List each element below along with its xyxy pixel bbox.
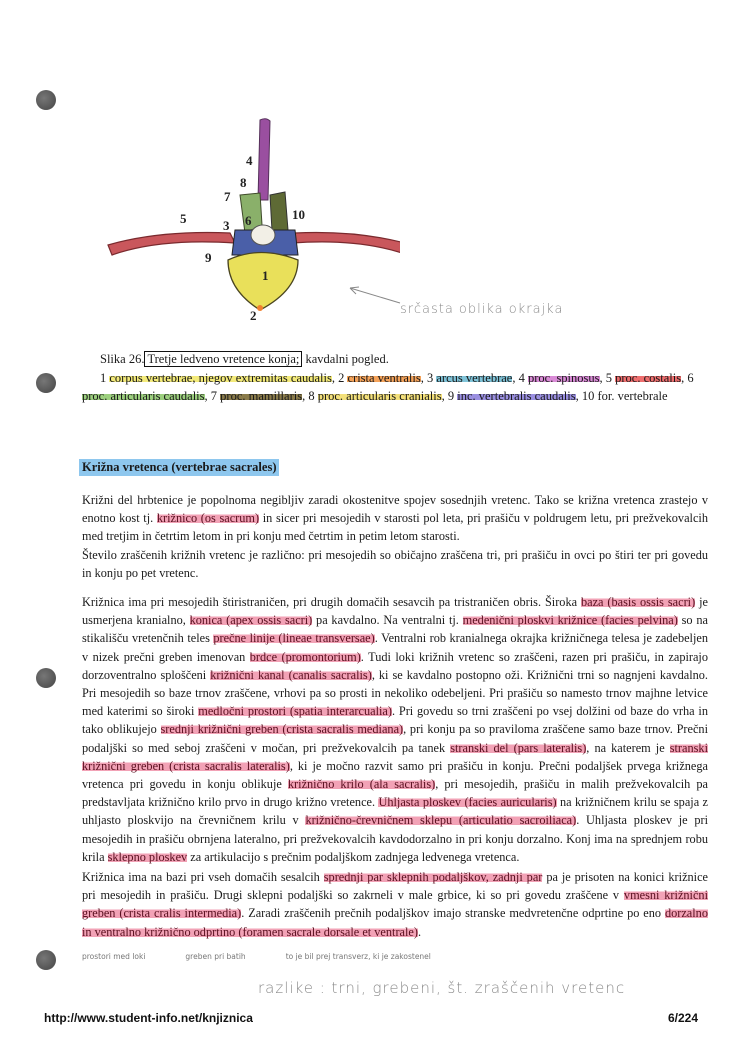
legend-term: corpus vertebrae, njegov extremitas caudalis — [109, 371, 332, 385]
footer-url[interactable]: http://www.student-info.net/knjiznica — [44, 1011, 253, 1025]
legend-text: , 9 — [441, 388, 458, 403]
legend-term: proc. mamillaris — [220, 388, 303, 403]
paragraph-text: so na stikališču vretenčnih teles — [82, 613, 708, 646]
figure-label-1: 1 — [262, 268, 269, 283]
legend-text: , 2 — [331, 371, 348, 385]
legend-term: proc. articularis cranialis — [317, 388, 442, 403]
paragraph-text: , ki se kavdalno postopno oži. Križnični trni so nagnjeni kavdalno. Pri mesojedih so baze trnov zraščene, vrhovi pa so prosti in nekoliko odebeljeni. Pri prašiču so namesto trnov majhne letvice med katerimi so široki — [82, 667, 709, 719]
paragraph-text: za artikulacijo s prečnim podaljškom zadnjega ledvenega vretenca. — [187, 849, 520, 864]
figure-label-2: 2 — [250, 308, 257, 320]
legend-text: , 8 — [302, 388, 318, 403]
highlighted-term: dorzalno in ventralno križnično odprtino (foramen sacrale dorsale et ventrale) — [82, 906, 708, 939]
paragraph-text: . Zaradi zraščenih prečnih podaljškov imajo stranske medvretenčne odprtine po eno — [241, 906, 665, 921]
paragraph — [82, 491, 708, 546]
legend-term: arcus vertebrae — [436, 371, 513, 385]
paragraph-text: Število zraščenih križnih vretenc je različno: pri mesojedih so običajno zraščena tri, pri prašiču in ovci po štiri ter pri govedu in konju po pet vretenc. — [82, 547, 708, 580]
figure-label-4: 4 — [246, 153, 253, 168]
proc-costalis-left — [108, 233, 235, 256]
paragraph-text: pa je prisoten na konici križnice pri mesojedih in prašiču. Drugi sklepni podaljški so zakrneli v male grbice, ki so pri govedu zraščene v — [82, 870, 709, 903]
highlighted-term: stranski del (pars lateralis) — [450, 740, 587, 755]
figure-label-5: 5 — [180, 211, 187, 226]
legend-text: , 6 — [681, 371, 694, 385]
foramen-vertebrale — [251, 225, 275, 245]
highlighted-term: križnični kanal (canalis sacralis) — [210, 667, 372, 682]
margin-notes — [82, 952, 708, 962]
highlighted-term: vmesni križnični greben (crista cralis intermedia) — [82, 888, 708, 921]
highlighted-term: medenični ploskvi križnice (facies pelvina) — [462, 613, 678, 628]
section-heading: Križna vretenca (vertebrae sacrales) — [79, 459, 279, 476]
legend-term: proc. articularis caudalis — [82, 388, 205, 403]
punch-hole — [36, 950, 56, 970]
figure-label-8: 8 — [240, 175, 247, 190]
margin-note: greben pri batih — [185, 951, 246, 961]
paragraph-text: . Tudi loki križnih vretenc so zraščeni, razen pri prašiču, in zapirajo dorzoventralno sploščeni — [82, 649, 708, 682]
figure-caption — [82, 351, 710, 369]
bottom-handwritten-note: razlike : trni, grebeni, št. zraščenih vretenc — [258, 978, 626, 997]
margin-note: prostori med loki — [82, 951, 146, 961]
highlighted-term: prečne linije (lineae transversae) — [213, 631, 375, 646]
paragraph-text: Križnica ima pri mesojedih štiristraničen, pri drugih domačih sesavcih pa tristraničen obris. Široka — [82, 595, 581, 610]
proc-spinosus — [258, 119, 270, 200]
paragraph — [82, 868, 708, 941]
punch-hole — [36, 90, 56, 110]
highlighted-term: baza (basis ossis sacri) — [580, 595, 696, 610]
paragraph-text: in sicer pri mesojedih v starosti pol leta, pri prašiču v poldrugem letu, pri prežvekovalcih med tretjim in četrtim letom in pri konju med četrtim in petim letom starosti. — [82, 511, 708, 544]
legend-term: inc. vertebralis caudalis — [457, 388, 576, 403]
paragraph — [82, 593, 708, 866]
figure-label-3: 3 — [223, 218, 230, 233]
paragraph-text: . Uhljasta ploskev je pri mesojedih in prašiču obrnjena lateralno, pri prežvekovalcih kavdodorzalno in pri konju dorzalno. Konj ima na sprednjem robu krila — [82, 813, 708, 864]
figure-handwritten-note: srčasta oblika okrajka — [400, 302, 564, 317]
caption-boxed-title: Tretje ledveno vretence konja; — [144, 351, 302, 367]
paragraph — [82, 546, 708, 582]
proc-articularis-right — [270, 192, 288, 231]
legend-text: , 5 — [599, 371, 616, 385]
legend-text: , 3 — [420, 371, 437, 385]
figure-label-7: 7 — [224, 189, 231, 204]
highlighted-term: križnično-črevničnem sklepu (articulatio sacroiliaca) — [305, 813, 577, 828]
margin-note: to je bil prej transverz, ki je zakostenel — [285, 951, 431, 961]
caption-suffix: kavdalni pogled. — [302, 352, 389, 366]
caption-prefix: Slika 26. — [100, 352, 145, 366]
punch-hole — [36, 668, 56, 688]
paragraph-text: na križničnem krilu se spaja z uhljasto ploskvijo na črevničnem krilu v — [82, 795, 708, 828]
highlighted-term: konica (apex ossis sacri) — [189, 613, 313, 628]
paragraph-text: Križnica ima na bazi pri vseh domačih sesalcih — [82, 870, 324, 885]
paragraph-text: , ki je močno razvit samo pri prašiču in konju. Prečni podaljšek prvega križnega vretenca pri govedu in konju oblikuje — [82, 758, 708, 792]
page-number: 6/224 — [668, 1011, 699, 1025]
body-text — [82, 491, 708, 998]
legend-text: , 4 — [512, 371, 528, 385]
punch-hole — [36, 373, 56, 393]
crista-ventralis — [257, 305, 263, 311]
paragraph-text: je usmerjena kranialno, — [82, 595, 708, 628]
highlighted-term: križnično krilo (ala sacralis) — [287, 777, 436, 792]
paragraph-text: pa kavdalno. Na ventralni tj. — [312, 613, 463, 628]
figure-label-6: 6 — [245, 213, 252, 228]
figure-label-10: 10 — [292, 207, 305, 222]
legend-term: proc. costalis — [615, 371, 682, 385]
figure-legend — [82, 370, 710, 405]
highlighted-term: Uhljasta ploskev (facies auricularis) — [378, 795, 557, 810]
legend-text: 1 — [100, 371, 110, 385]
legend-text: , 7 — [204, 388, 221, 403]
paragraph-text: . Pri govedu so trni zraščeni po vsej dolžini od baze do vrha in tako oblikujejo — [82, 704, 708, 737]
highlighted-term: sklepno ploskev — [107, 849, 188, 864]
highlighted-term: sprednji par sklepnih podaljškov, zadnji par — [323, 870, 543, 885]
figure-label-9: 9 — [205, 250, 212, 265]
legend-text: , 10 for. vertebrale — [575, 388, 668, 403]
paragraph-text: Križni del hrbtenice je popolnoma negibljiv zaradi okostenitve spojev sosednjih vretenc. Tako se križna vretenca zrastejo v enotno kost tj. — [82, 493, 708, 526]
highlighted-term: brdce (promontorium) — [249, 649, 361, 664]
legend-term: crista ventralis — [347, 371, 421, 385]
highlighted-term: srednji križnični greben (crista sacralis mediana) — [160, 722, 404, 737]
paragraph-text: , pri mesojedih, prašiču in malih prežvekovalcih pa predstavljata križnično krilo prvo in drugo križno vretence. — [82, 777, 708, 810]
paragraph-text: , pri konju pa so praviloma zraščene samo baze trnov. Prečni podaljški so med seboj zraščeni v močan, pri prežvekovalcih pa tanek — [82, 722, 708, 755]
paragraph-text: . Ventralni rob kranialnega okrajka križničnega telesa je zadebeljen v nizek prečni greben imenovan — [82, 631, 708, 664]
paragraph-text: , na katerem je — [586, 740, 670, 755]
highlighted-term: stranski križnični greben (crista sacralis lateralis) — [82, 740, 708, 773]
legend-term: proc. spinosus — [527, 371, 600, 385]
paragraph-text: . — [417, 924, 422, 939]
arrow-icon — [345, 283, 405, 308]
highlighted-term: medločni prostori (spatia interarcualia) — [198, 704, 392, 719]
highlighted-term: križnico (os sacrum) — [156, 511, 260, 526]
proc-costalis-right — [292, 233, 400, 256]
